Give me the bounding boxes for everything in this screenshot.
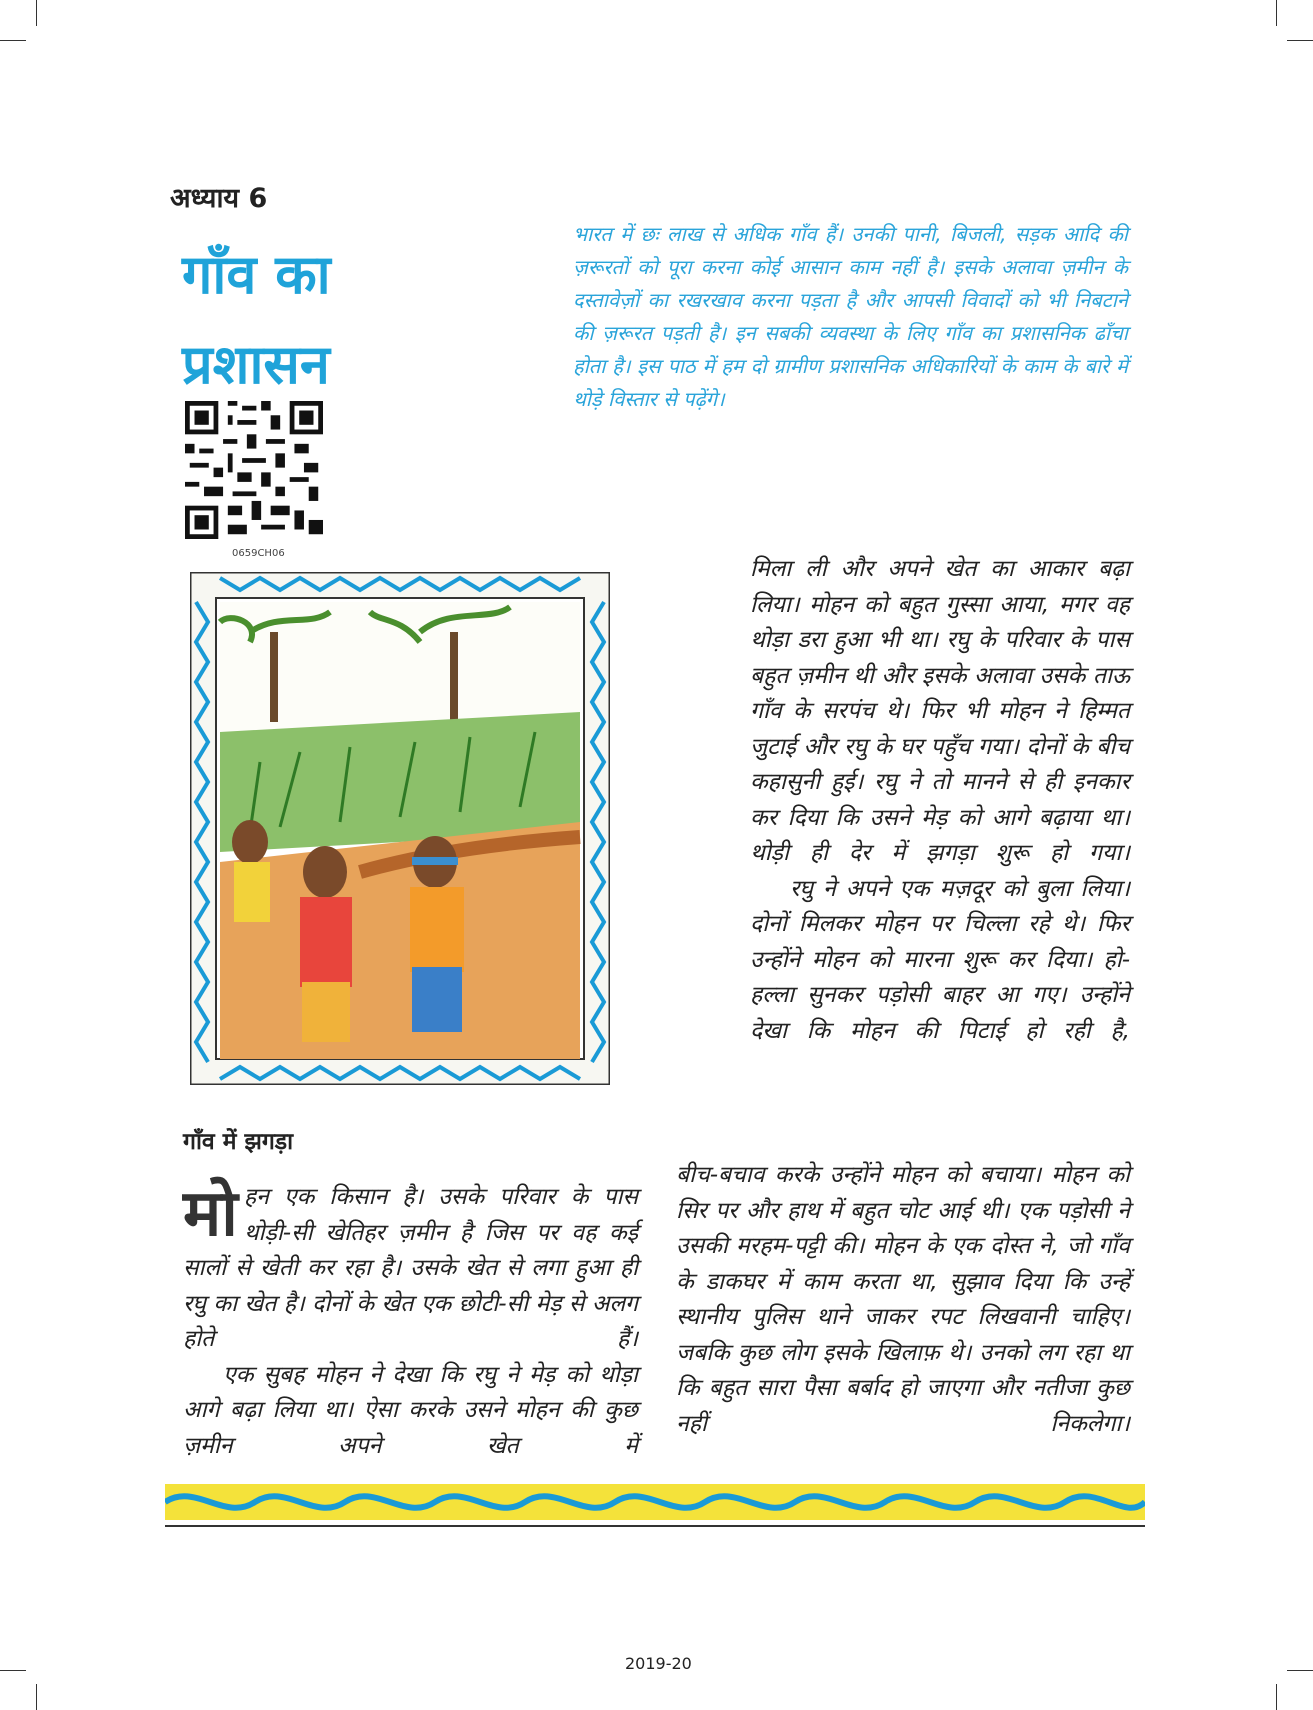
crop-mark	[1276, 1684, 1277, 1710]
crop-mark	[1287, 40, 1313, 41]
crop-mark	[36, 1684, 37, 1710]
intro-paragraph: भारत में छः लाख से अधिक गाँव हैं। उनकी पानी, बिजली, सड़क आदि की ज़रूरतों को पूरा करना कोई आसान काम नहीं है। इसके अलावा ज़मीन के दस्तावेज़ों का रखरखाव करना पड़ता है और आपसी विवादों को भी निबटाने की ज़रूरत पड़ती है। इन सबकी व्यवस्था के लिए गाँव का प्रशासनिक ढाँचा होता है। इस पाठ में हम दो ग्रामीण प्रशासनिक अधिकारियों के काम के बारे में थोड़े विस्तार से पढ़ेंगे।	[573, 222, 1128, 411]
crop-mark	[36, 0, 37, 26]
paragraph	[183, 1177, 638, 1358]
chapter-title-line2: प्रशासन	[182, 333, 330, 396]
section-heading: गाँव में झगड़ा	[183, 1129, 294, 1155]
crop-mark	[1287, 1670, 1313, 1671]
chapter-label: अध्याय 6	[170, 183, 268, 214]
paragraph: रघु ने अपने एक मज़दूर को बुला लिया। दोनों मिलकर मोहन पर चिल्ला रहे थे। फिर उन्होंने मोहन को मारना शुरू कर दिया। हो-हल्ला सुनकर पड़ोसी बाहर आ गए। उन्होंने देखा कि मोहन की पिटाई हो रही है,	[750, 875, 1130, 1044]
paragraph-text: हन एक किसान है। उसके परिवार के पास थोड़ी-सी खेतिहर ज़मीन है जिस पर वह कई सालों से खेती कर रहा है। उसके खेत से लगा हुआ ही रघु का खेत है। दोनों के खेत एक छोटी-सी मेड़ से अलग होते हैं।	[183, 1184, 638, 1352]
dropcap: मो	[183, 1177, 238, 1251]
paragraph: बीच-बचाव करके उन्होंने मोहन को बचाया। मोहन को सिर पर और हाथ में बहुत चोट आई थी। एक पड़ोसी ने उसकी मरहम-पट्टी की। मोहन के एक दोस्त ने, जो गाँव के डाकघर में काम करता था, सुझाव दिया कि उन्हें स्थानीय पुलिस थाने जाकर रपट लिखवानी चाहिए। जबकि कुछ लोग इसके खिलाफ़ थे। उनको लग रहा था कि बहुत सारा पैसा बर्बाद हो जाएगा और नतीजा कुछ नहीं निकलेगा।	[676, 1162, 1130, 1437]
village-dispute-illustration	[190, 572, 610, 1085]
right-column-text-continued	[676, 1158, 1130, 1442]
crop-mark	[1276, 0, 1277, 26]
paragraph: मिला ली और अपने खेत का आकार बढ़ा लिया। मोहन को बहुत गुस्सा आया, मगर वह थोड़ा डरा हुआ भी था। रघु के परिवार के पास बहुत ज़मीन थी और इसके अलावा उसके ताऊ गाँव के सरपंच थे। फिर भी मोहन ने हिम्मत जुटाई और रघु के घर पहुँच गया। दोनों के बीच कहासुनी हुई। रघु ने तो मानने से ही इनकार कर दिया कि उसने मेड़ को आगे बढ़ाया था। थोड़ी ही देर में झगड़ा शुरू हो गया।	[750, 556, 1130, 866]
left-column-text	[183, 1177, 638, 1464]
crop-mark	[0, 1670, 26, 1671]
page-footer-year: 2019-20	[625, 1654, 692, 1673]
chapter-title	[182, 230, 402, 410]
decorative-border	[165, 1476, 1145, 1528]
crop-mark	[0, 40, 26, 41]
qr-code-icon[interactable]	[182, 401, 326, 539]
qr-code-label: 0659CH06	[232, 548, 285, 559]
chapter-title-line1: गाँव का	[182, 243, 331, 306]
paragraph: एक सुबह मोहन ने देखा कि रघु ने मेड़ को थोड़ा आगे बढ़ा लिया था। ऐसा करके उसने मोहन की कुछ ज़मीन अपने खेत में	[183, 1361, 638, 1459]
right-column-text	[750, 552, 1130, 1049]
